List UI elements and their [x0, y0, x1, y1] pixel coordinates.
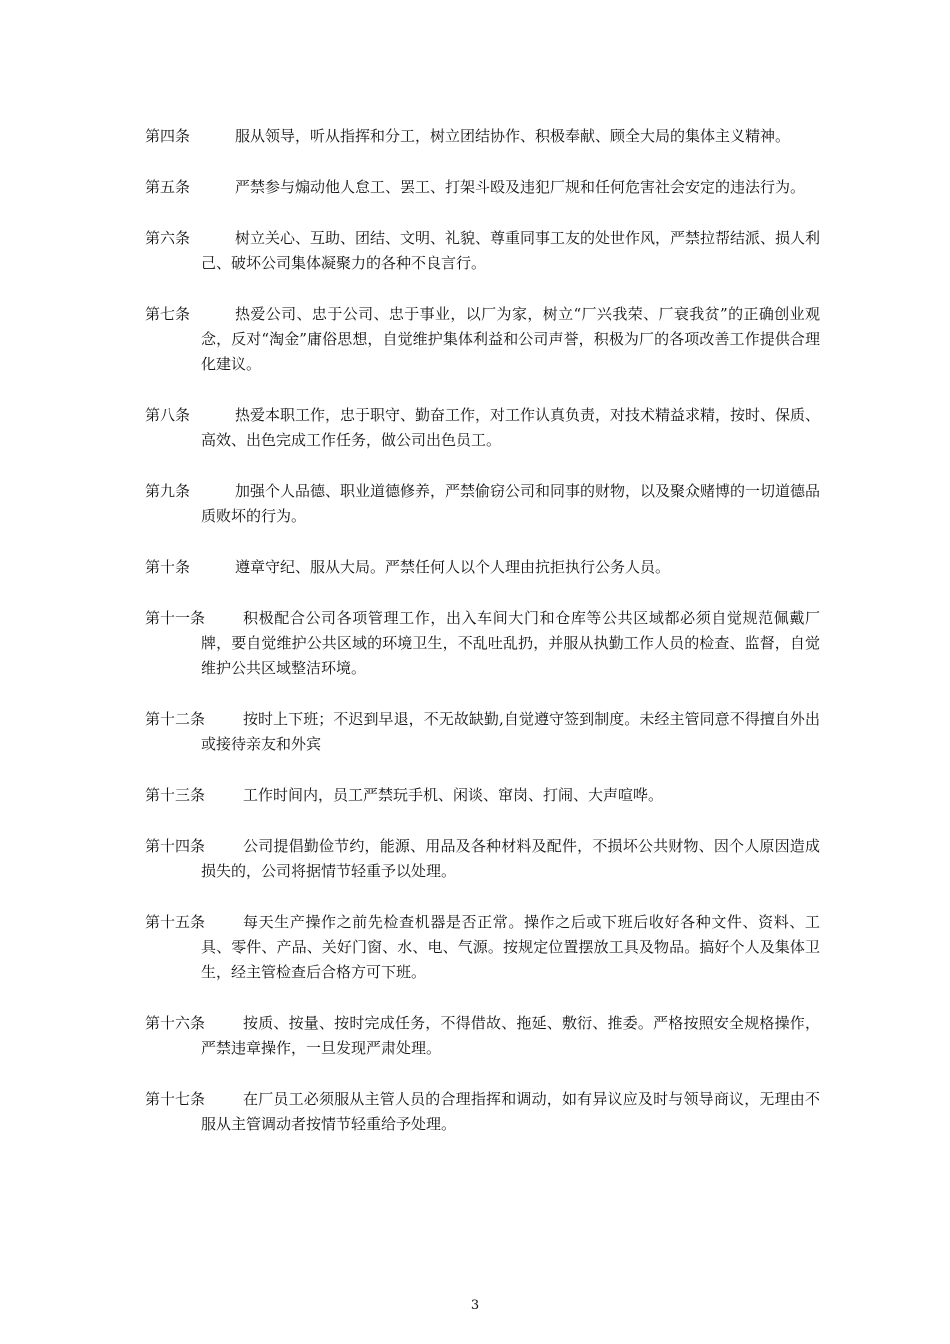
- article-text: 热爱本职工作，忠于职守、勤奋工作，对工作认真负责，对技术精益求精，按时、保质、高效、出色完成工作任务，做公司出色员工。: [201, 406, 821, 449]
- article-14: [145, 834, 820, 884]
- article-text: 工作时间内，员工严禁玩手机、闲谈、窜岗、打闹、大声喧哗。: [243, 786, 664, 804]
- article-number: 第七条: [145, 305, 191, 323]
- article-text: 树立关心、互助、团结、文明、礼貌、尊重同事工友的处世作风，严禁拉帮结派、损人利己、破坏公司集体凝聚力的各种不良言行。: [201, 229, 821, 272]
- article-text: 遵章守纪、服从大局。严禁任何人以个人理由抗拒执行公务人员。: [235, 558, 671, 576]
- article-13: [145, 783, 820, 808]
- article-number: 第十二条: [145, 710, 206, 728]
- article-10: [145, 555, 820, 580]
- article-number: 第十六条: [145, 1014, 206, 1032]
- article-4: [145, 124, 820, 149]
- article-text: 服从领导，听从指挥和分工，树立团结协作、积极奉献、顾全大局的集体主义精神。: [235, 127, 791, 145]
- article-number: 第五条: [145, 178, 191, 196]
- article-text: 热爱公司、忠于公司、忠于事业，以厂为家，树立“厂兴我荣、厂衰我贫”的正确创业观念，反对“淘金”庸俗思想，自觉维护集体利益和公司声誉，积极为厂的各项改善工作提供合理化建议。: [201, 305, 820, 373]
- article-number: 第九条: [145, 482, 191, 500]
- article-text: 在厂员工必须服从主管人员的合理指挥和调动，如有异议应及时与领导商议，无理由不服从主管调动者按情节轻重给予处理。: [201, 1090, 820, 1133]
- article-5: [145, 175, 820, 200]
- article-text: 按时上下班；不迟到早退，不无故缺勤,自觉遵守签到制度。未经主管同意不得擅自外出或接待亲友和外宾: [201, 710, 820, 753]
- article-list: [145, 124, 820, 1163]
- article-text: 每天生产操作之前先检查机器是否正常。操作之后或下班后收好各种文件、资料、工具、零件、产品、关好门窗、水、电、气源。按规定位置摆放工具及物品。搞好个人及集体卫生，经主管检查后合格方可下班。: [201, 913, 820, 981]
- article-text: 加强个人品德、职业道德修养，严禁偷窃公司和同事的财物，以及聚众赌博的一切道德品质败坏的行为。: [201, 482, 821, 525]
- article-8: [145, 403, 820, 453]
- article-number: 第八条: [145, 406, 191, 424]
- article-number: 第四条: [145, 127, 191, 145]
- article-9: [145, 479, 820, 529]
- article-text: 按质、按量、按时完成任务，不得借故、拖延、敷衍、推委。严格按照安全规格操作，严禁违章操作，一旦发现严肃处理。: [201, 1014, 820, 1057]
- article-number: 第十四条: [145, 837, 206, 855]
- page-number: 3: [470, 1298, 480, 1313]
- article-text: 公司提倡勤俭节约，能源、用品及各种材料及配件，不损坏公共财物、因个人原因造成损失的，公司将据情节轻重予以处理。: [201, 837, 820, 880]
- article-11: [145, 606, 820, 681]
- article-number: 第十五条: [145, 913, 206, 931]
- article-number: 第十条: [145, 558, 191, 576]
- article-text: 积极配合公司各项管理工作，出入车间大门和仓库等公共区域都必须自觉规范佩戴厂牌，要自觉维护公共区域的环境卫生，不乱吐乱扔，并服从执勤工作人员的检查、监督，自觉维护公共区域整洁环境。: [201, 609, 820, 677]
- article-17: [145, 1087, 820, 1137]
- article-number: 第十三条: [145, 786, 206, 804]
- article-16: [145, 1011, 820, 1061]
- article-text: 严禁参与煽动他人怠工、罢工、打架斗殴及违犯厂规和任何危害社会安定的违法行为。: [235, 178, 806, 196]
- article-number: 第六条: [145, 229, 191, 247]
- article-12: [145, 707, 820, 757]
- article-number: 第十一条: [145, 609, 206, 627]
- article-7: [145, 302, 820, 377]
- article-6: [145, 226, 820, 276]
- article-number: 第十七条: [145, 1090, 206, 1108]
- article-15: [145, 910, 820, 985]
